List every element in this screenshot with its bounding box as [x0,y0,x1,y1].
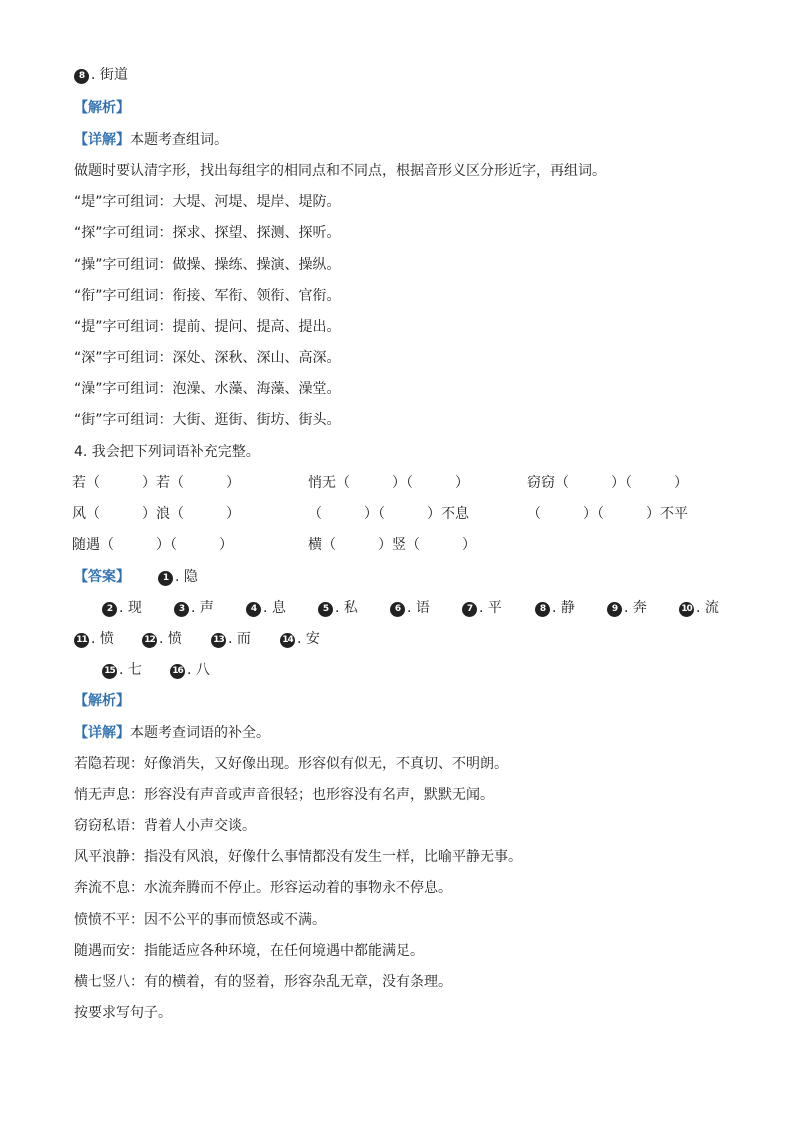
circled-number: 16 [170,664,185,679]
explain-line: 横七竖八：有的横着，有的竖着，形容杂乱无章，没有条理。 [74,974,452,990]
circled-number: 7 [462,602,477,617]
answer-item: 4 . 息 [246,598,286,618]
answer-item: 6 . 语 [390,598,430,618]
analysis-heading: 【解析】 [74,100,130,116]
answer-item: 7 . 平 [462,598,502,618]
analysis-heading: 【解析】 [74,693,130,709]
blank-phrase: 若（ ）若（ ） [72,475,240,491]
circled-number: 8 [74,69,89,84]
detail-line: 【详解】本题考查组词。 [74,132,228,148]
explain-line: 窃窃私语：背着人小声交谈。 [74,818,256,834]
circled-number: 10 [679,602,694,617]
detail-line: 【详解】本题考查词语的补全。 [74,725,270,741]
answer-item: 9 . 奔 [607,598,647,618]
circled-number: 13 [211,633,226,648]
answer-item: 10 . 流 [679,598,719,618]
question-4-title: 4. 我会把下列词语补充完整。 [74,444,260,460]
answer-item-8: 8 . 街道 [74,65,128,85]
blank-phrase: 横（ ）竖（ ） [308,537,476,553]
circled-number: 1 [158,571,173,586]
blank-phrase: 随遇（ ）（ ） [72,537,233,553]
circled-number: 6 [390,602,405,617]
answer-item: 5 . 私 [318,598,358,618]
zuci-line: “提”字可组词：提前、提问、提高、提出。 [74,319,341,335]
answer-item: 2 . 现 [102,598,142,618]
zuci-line: “街”字可组词：大街、逛街、街坊、街头。 [74,412,341,428]
explain-line: 若隐若现：好像消失，又好像出现。形容似有似无，不真切、不明朗。 [74,756,508,772]
circled-number: 2 [102,602,117,617]
next-section-line: 按要求写句子。 [74,1005,172,1021]
explain-line: 随遇而安：指能适应各种环境，在任何境遇中都能满足。 [74,943,424,959]
explain-line: 悄无声息：形容没有声音或声音很轻；也形容没有名声，默默无闻。 [74,787,494,803]
explain-line: 愤愤不平：因不公平的事而愤怒或不满。 [74,912,326,928]
circled-number: 3 [174,602,189,617]
answer-item: 16 . 八 [170,660,210,680]
answer-item: 14 . 安 [280,629,320,649]
answer-item: 8 . 静 [535,598,575,618]
blank-phrase: 窃窃（ ）（ ） [527,475,688,491]
circled-number: 14 [280,633,295,648]
circled-number: 11 [74,633,89,648]
circled-number: 8 [535,602,550,617]
answer-item: 1 . 隐 [158,567,198,587]
zuci-line: “操”字可组词：做操、操练、操演、操纵。 [74,257,341,273]
circled-number: 5 [318,602,333,617]
blank-phrase: 悄无（ ）（ ） [308,475,469,491]
explain-line: 奔流不息：水流奔腾而不停止。形容运动着的事物永不停息。 [74,880,452,896]
blank-phrase: （ ）（ ）不息 [308,506,469,522]
answer-heading: 【答案】 [74,569,130,585]
zuci-line: “深”字可组词：深处、深秋、深山、高深。 [74,350,341,366]
answer-item: 13 . 而 [211,629,251,649]
explain-line: 风平浪静：指没有风浪，好像什么事情都没有发生一样，比喻平静无事。 [74,849,522,865]
blank-phrase: 风（ ）浪（ ） [72,506,240,522]
zuci-line: “澡”字可组词：泡澡、水藻、海藻、澡堂。 [74,381,341,397]
answer-item: 3 . 声 [174,598,214,618]
blank-phrase: （ ）（ ）不平 [527,506,688,522]
zuci-line: “探”字可组词：探求、探望、探测、探听。 [74,225,341,241]
circled-number: 4 [246,602,261,617]
zuci-line: “衔”字可组词：衔接、军衔、领衔、官衔。 [74,288,341,304]
answer-item: 12 . 愤 [142,629,182,649]
circled-number: 12 [142,633,157,648]
zuci-line: “堤”字可组词：大堤、河堤、堤岸、堤防。 [74,194,341,210]
circled-number: 9 [607,602,622,617]
circled-number: 15 [102,664,117,679]
intro-line: 做题时要认清字形，找出每组字的相同点和不同点，根据音形义区分形近字，再组词。 [74,163,606,179]
answer-item: 11 . 愤 [74,629,114,649]
answer-item: 15 . 七 [102,660,142,680]
